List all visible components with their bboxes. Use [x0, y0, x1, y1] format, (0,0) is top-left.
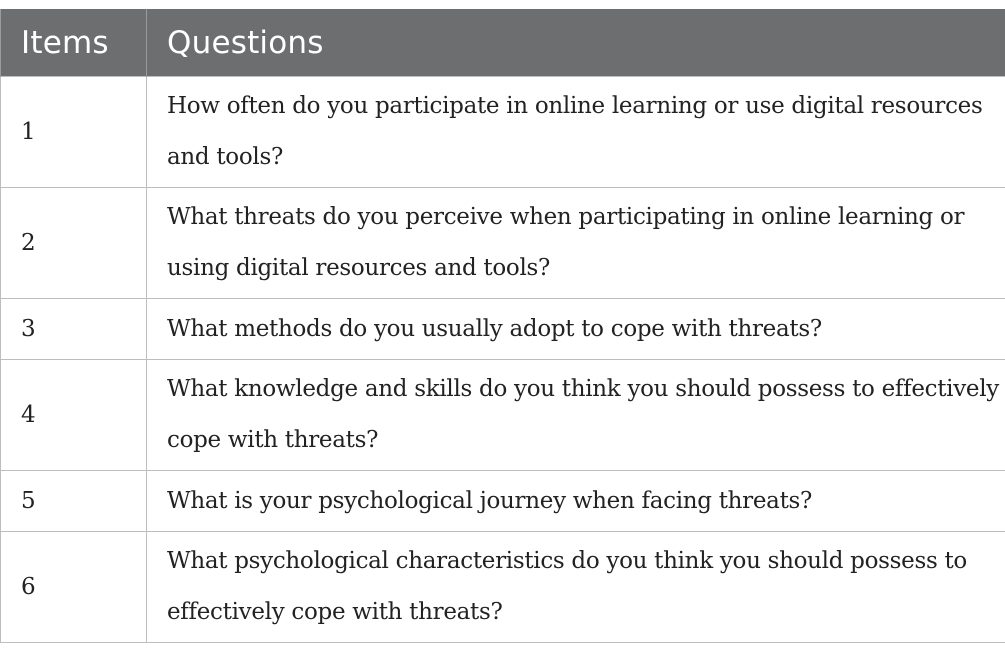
item-number: 5	[1, 471, 147, 532]
item-number: 4	[1, 360, 147, 471]
question-text: What methods do you usually adopt to cope with threats?	[147, 299, 1005, 360]
table-row	[1, 188, 1005, 299]
questions-table	[0, 9, 1005, 643]
question-text: What is your psychological journey when facing threats?	[147, 471, 1005, 532]
table-header	[1, 9, 1005, 77]
table-row	[1, 471, 1005, 532]
question-text: How often do you participate in online learning or use digital resources and tools?	[147, 77, 1005, 188]
table-row	[1, 77, 1005, 188]
table-body	[1, 77, 1005, 643]
header-questions: Questions	[147, 9, 1005, 77]
header-row	[1, 9, 1005, 77]
table-row	[1, 299, 1005, 360]
item-number: 1	[1, 77, 147, 188]
question-text: What knowledge and skills do you think you should possess to effectively cope with threats?	[147, 360, 1005, 471]
item-number: 6	[1, 532, 147, 643]
question-text: What threats do you perceive when participating in online learning or using digital resources and tools?	[147, 188, 1005, 299]
question-text: What psychological characteristics do you think you should possess to effectively cope with threats?	[147, 532, 1005, 643]
table-row	[1, 360, 1005, 471]
table-row	[1, 532, 1005, 643]
header-items: Items	[1, 9, 147, 77]
item-number: 3	[1, 299, 147, 360]
item-number: 2	[1, 188, 147, 299]
